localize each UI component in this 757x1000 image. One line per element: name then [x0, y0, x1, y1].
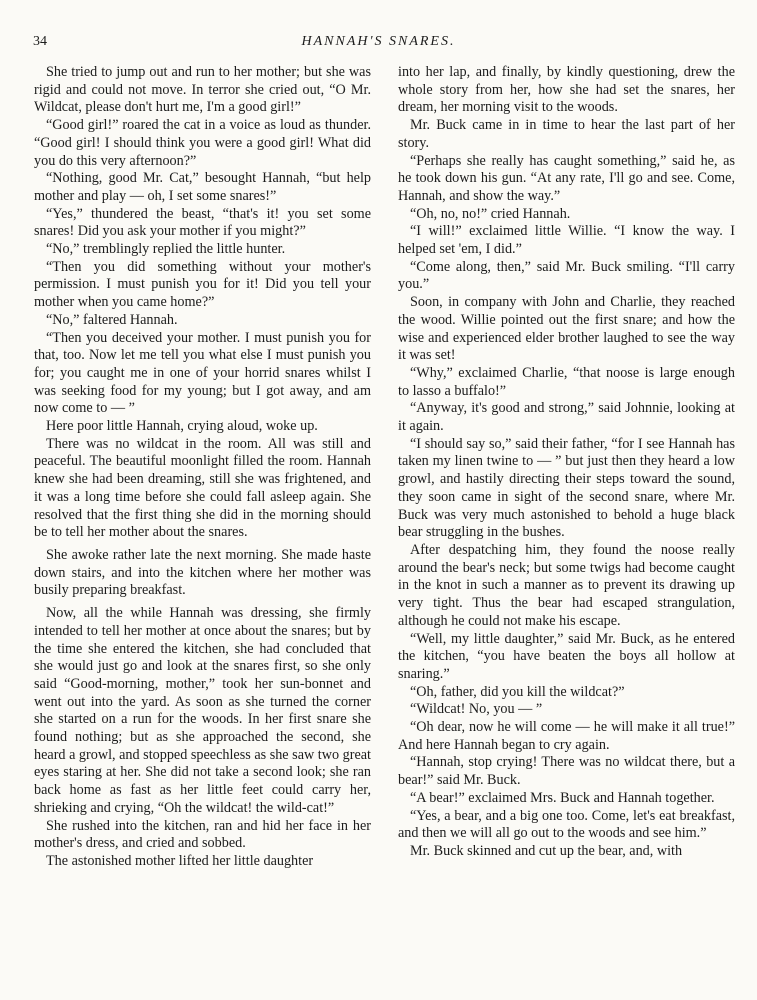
paragraph: Mr. Buck came in in time to hear the last part of her story.	[398, 117, 735, 151]
paragraph: “Hannah, stop crying! There was no wildcat there, but a bear!” said Mr. Buck.	[398, 754, 735, 789]
paragraph: She awoke rather late the next morning. She made haste down stairs, and into the kitchen where her mother was busily preparing breakfast.	[34, 546, 371, 599]
paragraph: “Good girl!” roared the cat in a voice as loud as thunder. “Good girl! I should think you were a good girl! What did you do this very afternoon?”	[34, 117, 371, 169]
page-number: 34	[33, 34, 47, 49]
paragraph: After despatching him, they found the noose really around the bear's neck; but some twigs had become caught in the knot in such a manner as to prevent its drawing up very tight. Thus the bear had escaped strangulation, although he could not make his escape.	[398, 541, 735, 629]
running-title: HANNAH'S SNARES.	[301, 34, 456, 49]
paragraph: “No,” tremblingly replied the little hunter.	[46, 241, 286, 258]
paragraph: Now, all the while Hannah was dressing, she firmly intended to tell her mother at once about the snares; but by the time she entered the kitchen, she had concluded that she would just go and look at the snares first, so she only said “Good-morning, mother,” took her sun-bonnet and went out into the yard. As soon as she turned the corner she started on a run for the woods. In her first snare she found nothing; but as she approached the second, she heard a growl, and stopped speechless as she saw two great eyes staring at her. She did not take a second look; she ran back home as fast as her little feet could carry her, shrieking and crying, “Oh the wildcat! the wild-cat!”	[34, 605, 371, 816]
paragraph: She rushed into the kitchen, ran and hid her face in her mother's dress, and cried and sobbed.	[34, 817, 371, 852]
paragraph: “Why,” exclaimed Charlie, “that noose is large enough to lasso a buffalo!”	[398, 364, 735, 399]
paragraph: Here poor little Hannah, crying aloud, woke up.	[46, 418, 318, 435]
paragraph: “Well, my little daughter,” said Mr. Buck, as he entered the kitchen, “you have beaten the boys all hollow at snaring.”	[398, 630, 735, 682]
paragraph: “Perhaps she really has caught something,” said he, as he took down his gun. “At any rate, I'll go and see. Come, Hannah, and show the way.”	[398, 152, 735, 204]
paragraph: “Wildcat! No, you — ”	[410, 701, 543, 718]
paragraph: “Oh, no, no!” cried Hannah.	[410, 205, 571, 222]
paragraph: Mr. Buck skinned and cut up the bear, and, with	[410, 842, 683, 859]
paragraph: Soon, in company with John and Charlie, they reached the wood. Willie pointed out the first snare; and how the wise and experienced elder brother laughed to see the way it was set!	[398, 294, 735, 364]
paragraph: “No,” faltered Hannah.	[46, 311, 178, 328]
paragraph: The astonished mother lifted her little daughter	[46, 852, 314, 869]
paragraph: “Anyway, it's good and strong,” said Johnnie, looking at it again.	[398, 400, 735, 435]
paragraph: There was no wildcat in the room. All was still and peaceful. The beautiful moonlight filled the room. Hannah knew she had been dreaming, still she was frightened, and it was a long time before she could fall asleep again. She resolved that the first thing she did in the morning should be to tell her mother about the snares.	[34, 435, 371, 541]
paragraph: “Then you did something without your mother's permission. I must punish you for it! Did you tell your mother when you came home?”	[34, 258, 371, 311]
paragraph: She tried to jump out and run to her mother; but she was rigid and could not move. In terror she cried out, “O Mr. Wildcat, please don't hurt me, I'm a good girl!”	[34, 64, 371, 116]
paragraph: “I will!” exclaimed little Willie. “I know the way. I helped set 'em, I did.”	[398, 223, 735, 258]
paragraph: “Yes, a bear, and a big one too. Come, let's eat breakfast, and then we will all go out to the woods and see him.”	[398, 807, 735, 842]
left-column	[34, 64, 371, 871]
paragraph: “Yes,” thundered the beast, “that's it! you set some snares! Did you ask your mother if you might?”	[34, 205, 371, 240]
paragraph: “Oh dear, now he will come — he will make it all true!” And here Hannah began to cry again.	[398, 719, 735, 753]
paragraph: “I should say so,” said their father, “for I see Hannah has taken my linen twine to — ” but just then they heard a low growl, and hastily directing their steps toward the sound, they soon came in sight of the second snare, where Mr. Buck was very much astonished to behold a huge black bear struggling in the bushes.	[398, 435, 735, 541]
paragraph: “A bear!” exclaimed Mrs. Buck and Hannah together.	[410, 789, 715, 806]
paragraph: “Then you deceived your mother. I must punish you for that, too. Now let me tell you what else I must punish you for; you caught me in one of your horrid snares whilst I was seeking food for my young; but I got away, and am now come to — ”	[34, 329, 371, 417]
right-column	[398, 64, 735, 861]
paragraph: “Nothing, good Mr. Cat,” besought Hannah, “but help mother and play — oh, I set some snares!”	[34, 170, 371, 204]
paragraph: into her lap, and finally, by kindly questioning, drew the whole story from her, how she had set the snares, her dream, her morning visit to the woods.	[398, 64, 735, 116]
page-header	[0, 34, 757, 54]
paragraph: “Oh, father, did you kill the wildcat?”	[410, 683, 625, 700]
paragraph: “Come along, then,” said Mr. Buck smiling. “I'll carry you.”	[398, 258, 735, 293]
